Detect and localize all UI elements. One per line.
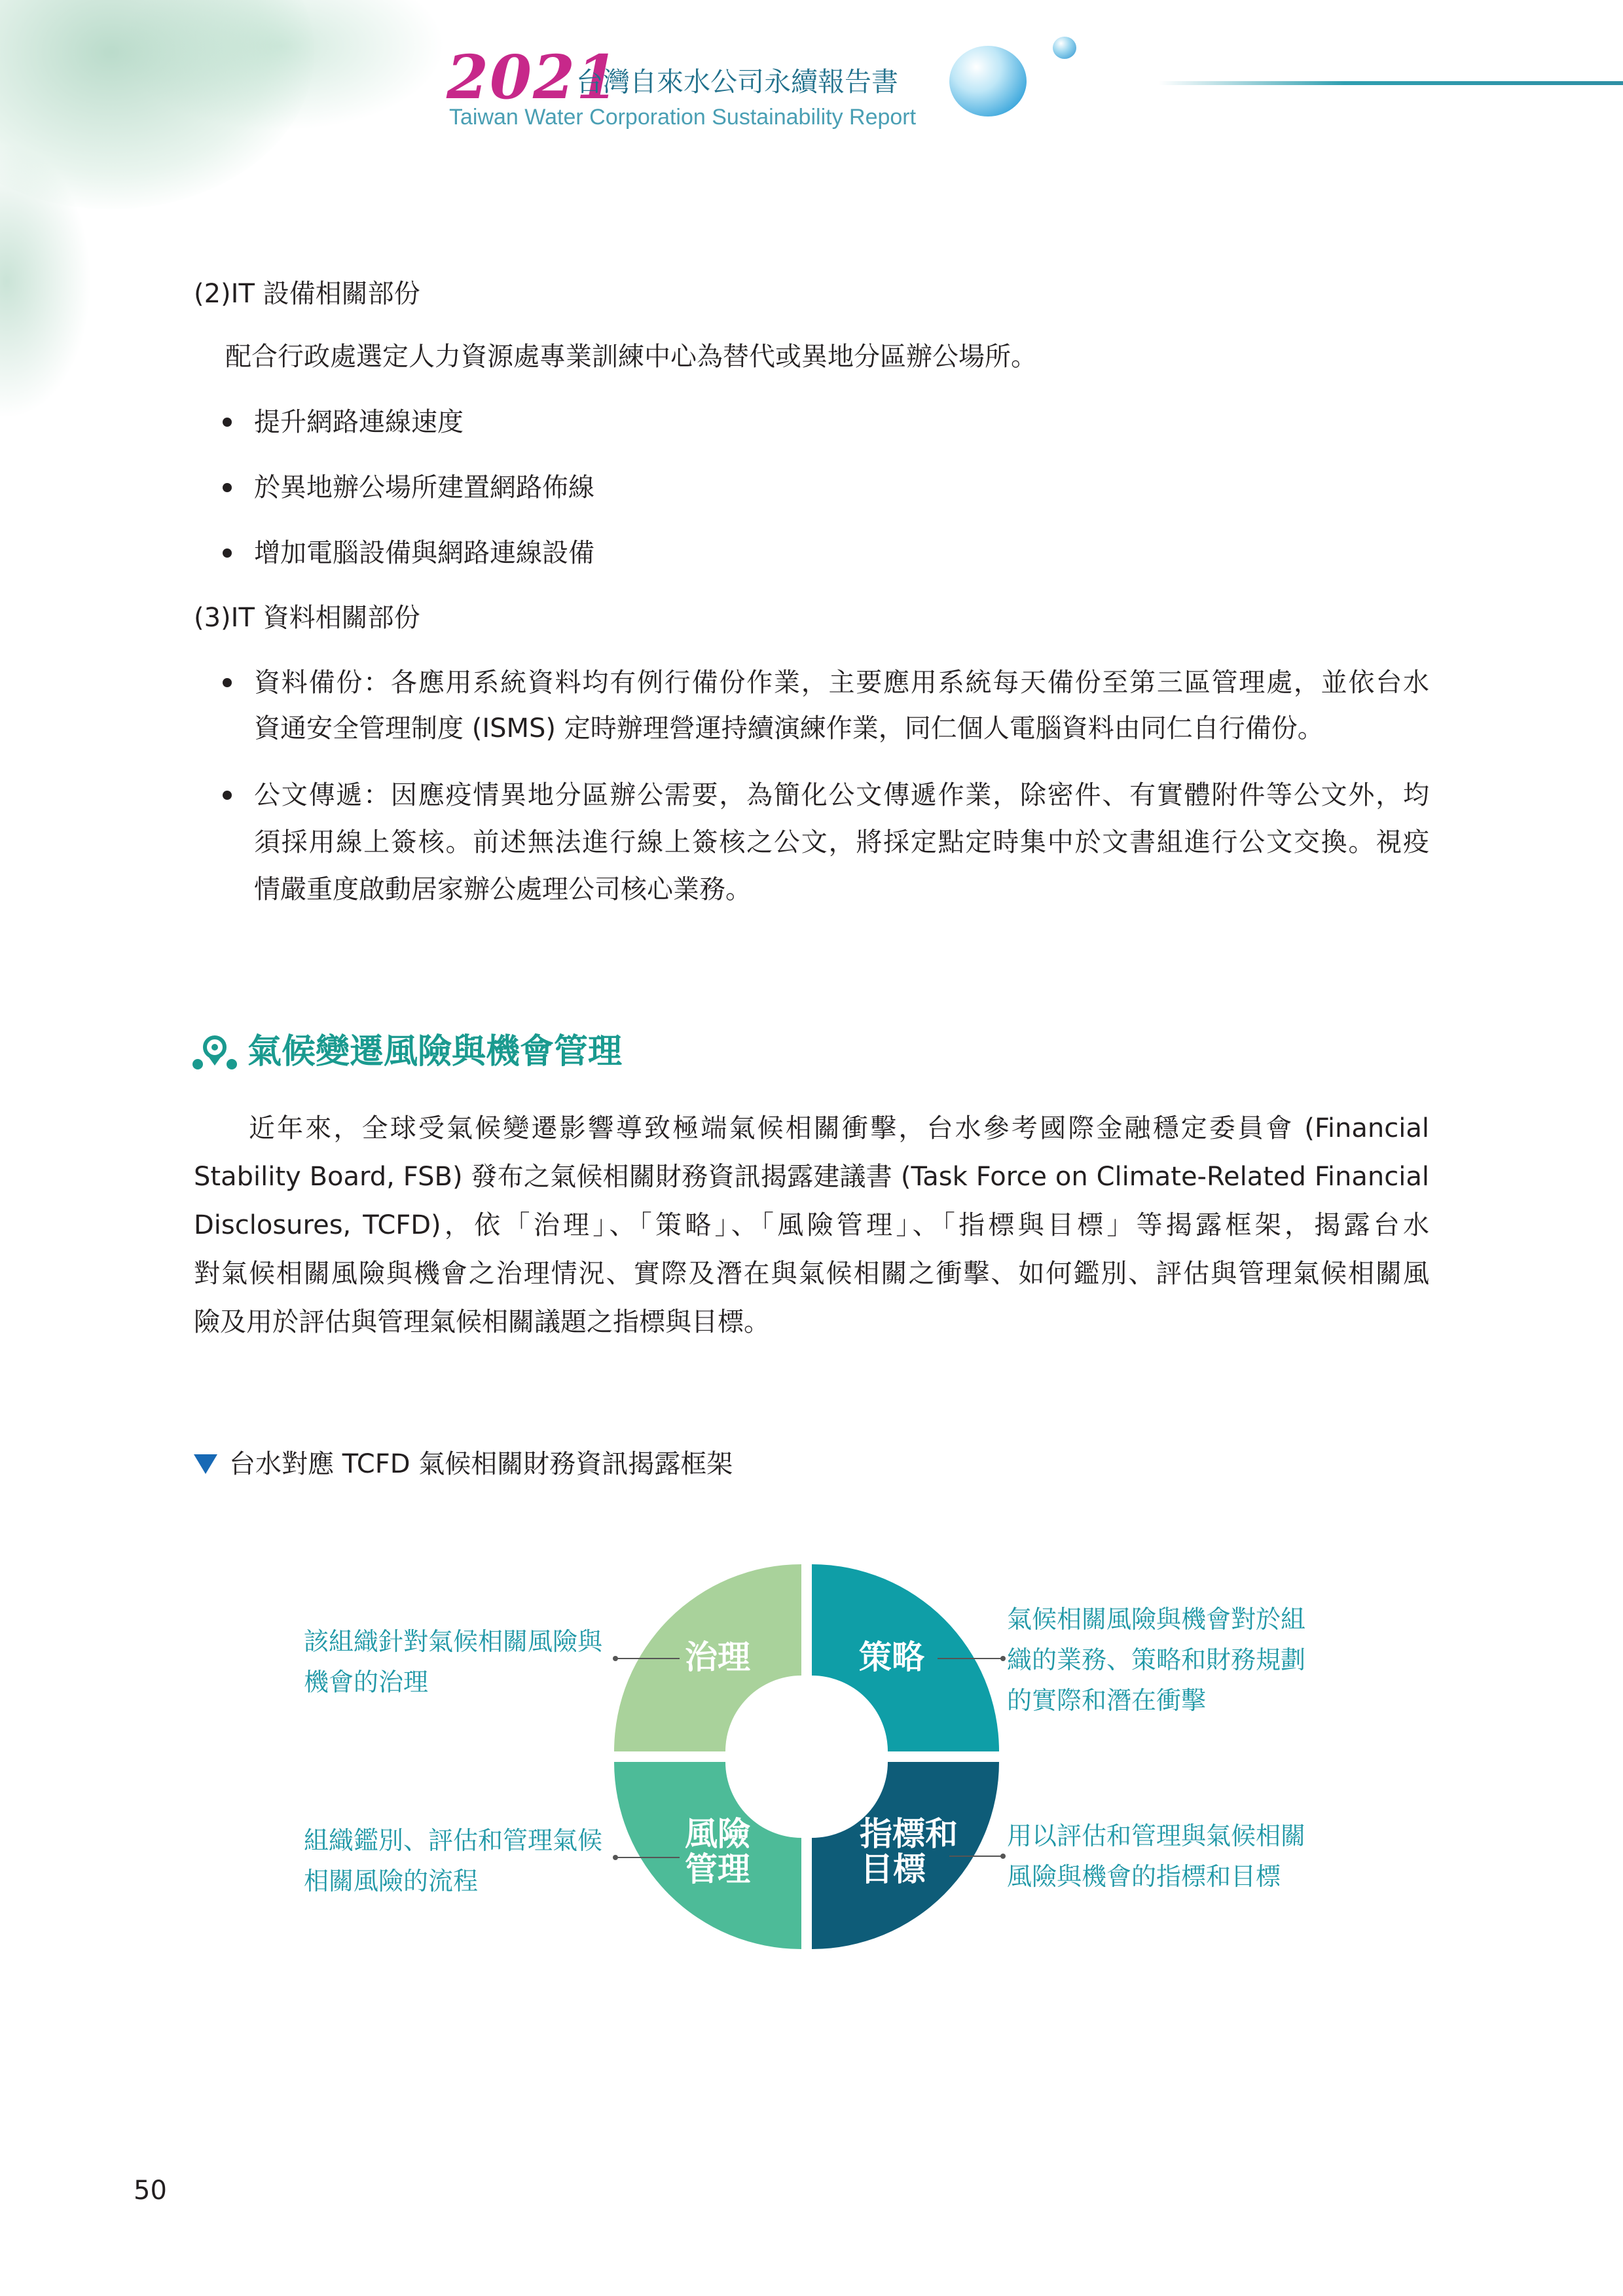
connector-dot xyxy=(1000,1656,1006,1661)
label-risk-line2: 管理 xyxy=(685,1850,750,1888)
paragraph-line: Disclosures, TCFD)，依「治理」、「策略」、「風險管理」、「指標與目標」等揭露框架，揭露台水 xyxy=(194,1210,1429,1240)
bullet-dot xyxy=(223,791,232,800)
connector-line xyxy=(615,1658,680,1659)
it-equipment-intro: 配合行政處選定人力資源處專業訓練中心為替代或異地分區辦公場所。 xyxy=(225,342,1037,372)
strategy-description: 氣候相關風險與機會對於組 織的業務、策略和財務規劃 的實際和潛在衝擊 xyxy=(1007,1605,1306,1715)
bullet-dot xyxy=(223,678,232,687)
governance-description: 該組織針對氣候相關風險與 機會的治理 xyxy=(304,1627,603,1696)
connector-line xyxy=(938,1658,1003,1659)
section-title: 氣候變遷風險與機會管理 xyxy=(247,1032,623,1071)
list-item-continued: 資通安全管理制度 (ISMS) 定時辦理營運持續演練作業，同仁個人電腦資料由同仁自行備份。 xyxy=(254,713,1324,744)
connector-line xyxy=(949,1856,1003,1857)
list-item: 增加電腦設備與網路連線設備 xyxy=(254,538,594,568)
it-data-heading: (3)IT 資料相關部份 xyxy=(194,603,420,633)
bullet-dot xyxy=(223,548,232,558)
paragraph-line: 近年來，全球受氣候變遷影響導致極端氣候相關衝擊，台水參考國際金融穩定委員會 (Financial xyxy=(249,1113,1429,1143)
list-item: 於異地辦公場所建置網路佈線 xyxy=(254,473,594,503)
water-drop-small-icon xyxy=(1053,37,1076,59)
header-subtitle: Taiwan Water Corporation Sustainability Report xyxy=(449,105,917,130)
section-icon xyxy=(191,1033,240,1072)
connector-dot xyxy=(613,1855,618,1860)
label-risk-line1: 風險 xyxy=(685,1815,750,1853)
tcfd-diagram xyxy=(614,1564,999,1949)
label-metrics-line1: 指標和 xyxy=(860,1815,958,1853)
list-item: 公文傳遞：因應疫情異地分區辦公需要，為簡化公文傳遞作業，除密件、有實體附件等公文外，均 xyxy=(254,780,1429,810)
label-metrics-line2: 目標 xyxy=(860,1850,926,1888)
header-year: 2021 xyxy=(447,42,620,113)
label-strategy: 策略 xyxy=(859,1638,924,1676)
connector-dot xyxy=(1000,1854,1006,1859)
caption-triangle-icon xyxy=(194,1454,217,1474)
bullet-dot xyxy=(223,483,232,492)
list-item: 提升網路連線速度 xyxy=(254,407,464,437)
bullet-dot xyxy=(223,418,232,427)
risk-description: 組織鑑別、評估和管理氣候 相關風險的流程 xyxy=(304,1826,603,1895)
metrics-description: 用以評估和管理與氣候相關 風險與機會的指標和目標 xyxy=(1007,1821,1306,1891)
header-rule xyxy=(1159,81,1623,85)
water-drop-icon xyxy=(949,46,1027,117)
list-item: 資料備份：各應用系統資料均有例行備份作業，主要應用系統每天備份至第三區管理處，並依台水 xyxy=(254,668,1429,698)
it-equipment-heading: (2)IT 設備相關部份 xyxy=(194,279,420,309)
figure-caption: 台水對應 TCFD 氣候相關財務資訊揭露框架 xyxy=(229,1449,733,1479)
list-item-continued: 須採用線上簽核。前述無法進行線上簽核之公文，將採定點定時集中於文書組進行公文交換。視疫 xyxy=(254,827,1429,857)
list-item-continued: 情嚴重度啟動居家辦公處理公司核心業務。 xyxy=(254,874,752,905)
paragraph-line: 險及用於評估與管理氣候相關議題之指標與目標。 xyxy=(194,1307,770,1337)
paragraph-line: Stability Board, FSB) 發布之氣候相關財務資訊揭露建議書 (Task Force on Climate-Related Financial xyxy=(194,1162,1429,1192)
header-title: 台灣自來水公司永續報告書 xyxy=(576,66,898,98)
label-governance: 治理 xyxy=(685,1638,750,1676)
paragraph-line: 對氣候相關風險與機會之治理情況、實際及潛在與氣候相關之衝擊、如何鑑別、評估與管理氣候相關風 xyxy=(194,1259,1429,1289)
connector-dot xyxy=(613,1656,618,1661)
page-number: 50 xyxy=(134,2176,167,2206)
connector-line xyxy=(615,1857,680,1858)
